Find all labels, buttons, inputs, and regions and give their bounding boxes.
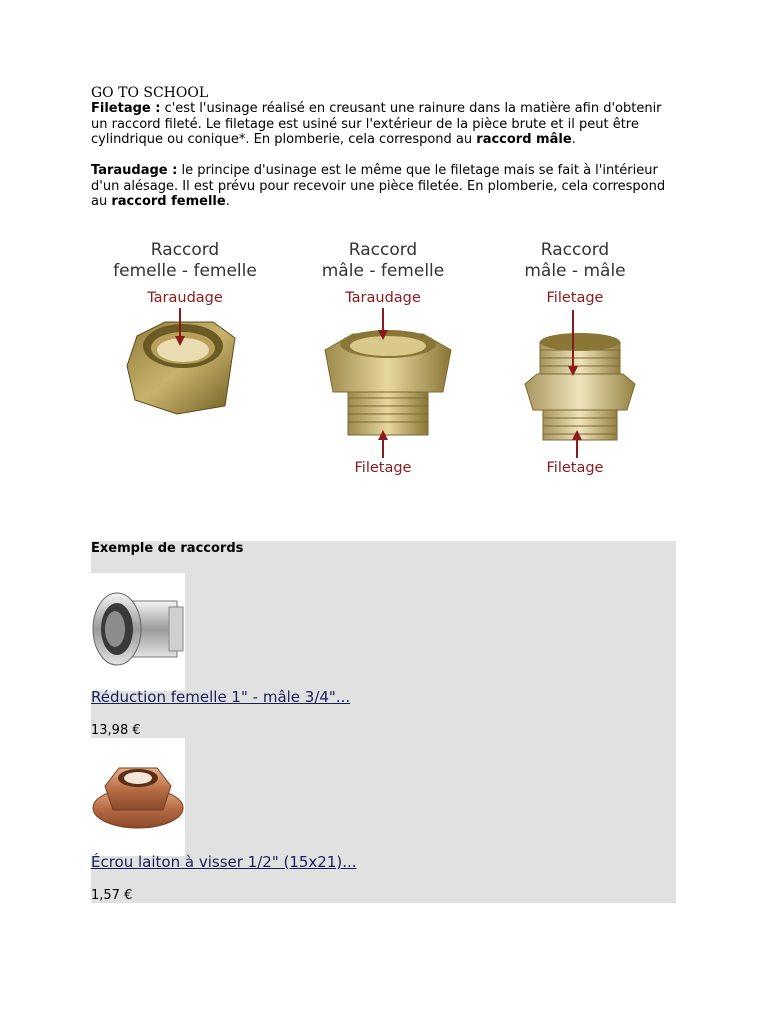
- chrome-reducer-image: [91, 573, 185, 691]
- female-female-nut-image: [95, 308, 275, 418]
- fitting-top-label: Taraudage: [147, 290, 223, 306]
- product-price: 1,57 €: [91, 888, 133, 903]
- examples-title: Exemple de raccords: [91, 541, 244, 556]
- page-title: GO TO SCHOOL: [91, 85, 209, 101]
- fitting-heading-line2: femelle - femelle: [113, 261, 257, 281]
- fitting-heading-line1: Raccord: [150, 240, 220, 260]
- fitting-female-female: [95, 240, 275, 306]
- product-thumbnail[interactable]: [91, 738, 185, 856]
- definition-taraudage: [91, 163, 681, 210]
- fitting-heading-line2: mâle - femelle: [321, 261, 445, 281]
- product-link[interactable]: Écrou laiton à visser 1/2" (15x21)...: [91, 853, 357, 871]
- fitting-top-label: Filetage: [546, 290, 604, 306]
- product-price: 13,98 €: [91, 723, 141, 738]
- fitting-male-male: [485, 240, 665, 476]
- fitting-bottom-label: Filetage: [546, 460, 604, 476]
- fitting-top-label: Taraudage: [345, 290, 421, 306]
- definition-filetage-text: c'est l'usinage réalisé en creusant une rainure dans la matière afin d'obtenir un raccord fileté. Le filetage est usiné sur l'extérieur de la pièce brute et il peut être cylindrique ou conique*. En plomberie, cela correspond au: [91, 101, 662, 147]
- product-thumbnail[interactable]: [91, 573, 185, 691]
- fitting-heading-line1: Raccord: [348, 240, 418, 260]
- fitting-bottom-label: Filetage: [354, 460, 412, 476]
- male-female-fitting-image: [293, 308, 473, 458]
- definition-filetage: [91, 101, 681, 148]
- term-filetage: Filetage :: [91, 101, 161, 116]
- fitting-heading-line2: mâle - mâle: [524, 261, 626, 281]
- fittings-illustration: [100, 240, 660, 485]
- product-link[interactable]: Réduction femelle 1" - mâle 3/4"...: [91, 688, 351, 706]
- definition-taraudage-text: le principe d'usinage est le même que le filetage mais se fait à l'intérieur d'un alésage. Il est prévu pour recevoir une pièce filetée. En plomberie, cela correspond au: [91, 163, 666, 209]
- highlight-raccord-male: raccord mâle: [476, 132, 572, 147]
- definition-taraudage-end: .: [225, 194, 230, 209]
- examples-section: [91, 541, 676, 903]
- highlight-raccord-femelle: raccord femelle: [111, 194, 226, 209]
- fitting-heading-line1: Raccord: [540, 240, 610, 260]
- definition-filetage-end: .: [571, 132, 576, 147]
- term-taraudage: Taraudage :: [91, 163, 178, 178]
- brass-nut-image: [91, 738, 185, 856]
- fitting-male-female: [293, 240, 473, 476]
- male-male-fitting-image: [485, 308, 665, 458]
